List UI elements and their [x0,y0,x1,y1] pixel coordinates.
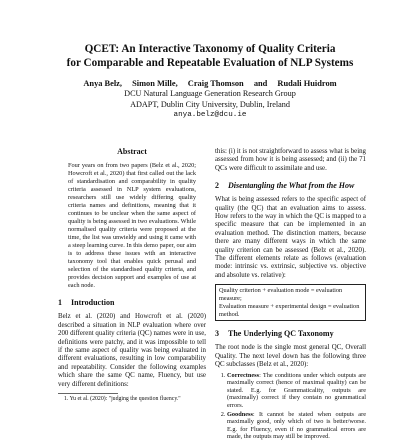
definition-line: Evaluation measure + experimental design = evaluation method. [219,302,360,318]
qc-description: : It cannot be stated when outputs are maximally good, only which of two is better/worse. E.g. for Fluency, even if no grammatical errors are made, the outputs may still be improved. [227,410,366,441]
abstract-text: Four years on from two papers (Belz et al., 2020; Howcroft et al., 2020) that first called out the lack of standardisation and comparability in quality criteria assessed in NLP system evaluations, researchers still use widely differing quality criteria names and definitions, meaning that it continues to be unclear when the same aspect of quality is being assessed in two evaluations. While normalised quality criteria were proposed at the time, the list was unwieldy and using it came with a steep learning curve. In this demo paper, our aim is to address these issues with an interactive taxonomy tool that enables quick perusal and selection of the standardised quality criteria, and provides decision support and examples of use at each node. [68,162,196,290]
author-name: Craig Thomson [187,79,244,88]
contact-email: anya.belz@dcu.ie [173,111,247,119]
section-heading-disentangling [215,181,366,191]
qc-subclass-list [215,372,366,441]
section-heading-introduction [58,298,206,308]
qc-description: : The conditions under which outputs are maximally correct (hence of maximal quality) can be stated. E.g. for Grammaticality, outputs are (maximally) correct if they contain no grammatical errors. [227,371,366,410]
author-conjunction: and [253,79,268,88]
continuation-paragraph: this: (i) it is not straightforward to assess what is being assessed from how it is being assessed; and (ii) the 71 QCs were difficult to assimilate and use. [215,148,366,172]
title-line-1: QCET: An Interactive Taxonomy of Quality Criteria [84,43,336,55]
left-column [58,148,206,403]
section-number: 1 [58,298,62,308]
list-item [227,411,366,441]
title-line-2: for Comparable and Repeatable Evaluation of NLP Systems [66,57,354,69]
section-title: Disentangling the What from the How [228,181,355,191]
list-item [227,372,366,410]
section-3-paragraph: The root node is the single most general QC, Overall Quality. The next level down has the following three QC subclasses (Belz et al., 2020): [215,344,366,369]
paper-title [0,42,420,70]
affiliation: DCU Natural Language Generation Research Group [124,89,296,98]
author-name: Anya Belz, [83,79,122,88]
paper-header [0,42,420,120]
abstract-heading: Abstract [117,147,147,156]
definition-box [215,284,366,321]
qc-label: Correctness [227,371,260,379]
definition-line: Quality criterion + evaluation mode = evaluation measure; [219,287,343,303]
author-name: Rudali Huidrom [277,79,337,88]
introduction-paragraph: Belz et al. (2020) and Howcroft et al. (2020) described a situation in NLP evaluation where over 200 different quality criteria (QC) names were in use, definitions were patchy, and it was impossible to tell if the same aspect of quality was being evaluated in different evaluations, resulting in low comparability and repeatability. Consider the following examples which share the same QC name, Fluency, but use very different definitions: [58,313,206,388]
section-title: Introduction [71,298,115,308]
section-title: The Underlying QC Taxonomy [228,329,334,339]
section-heading-taxonomy [215,329,366,339]
section-number: 3 [215,329,219,339]
author-list [0,78,420,89]
footnote-text: 1. Yu et al. (2020): "judging the question fluency." [64,396,181,403]
author-name: Simon Mille, [132,79,178,88]
right-column [215,148,366,442]
affiliation: ADAPT, Dublin City University, Dublin, Ireland [130,99,290,109]
section-2-paragraph: What is being assessed refers to the specific aspect of quality (the QC) that an evaluation aims to assess. How refers to the way in which the QC is mapped to a specific measure that can be implemented in an evaluation method. The distinction matters, because there are many different ways in which the same quality criterion can be assessed (Belz et al., 2020). The different elements relate as follows (evaluation mode: intrinsic vs. extrinsic, subjective vs. objective and absolute vs. relative): [215,196,366,279]
section-number: 2 [215,181,219,191]
qc-label: Goodness [227,410,253,418]
